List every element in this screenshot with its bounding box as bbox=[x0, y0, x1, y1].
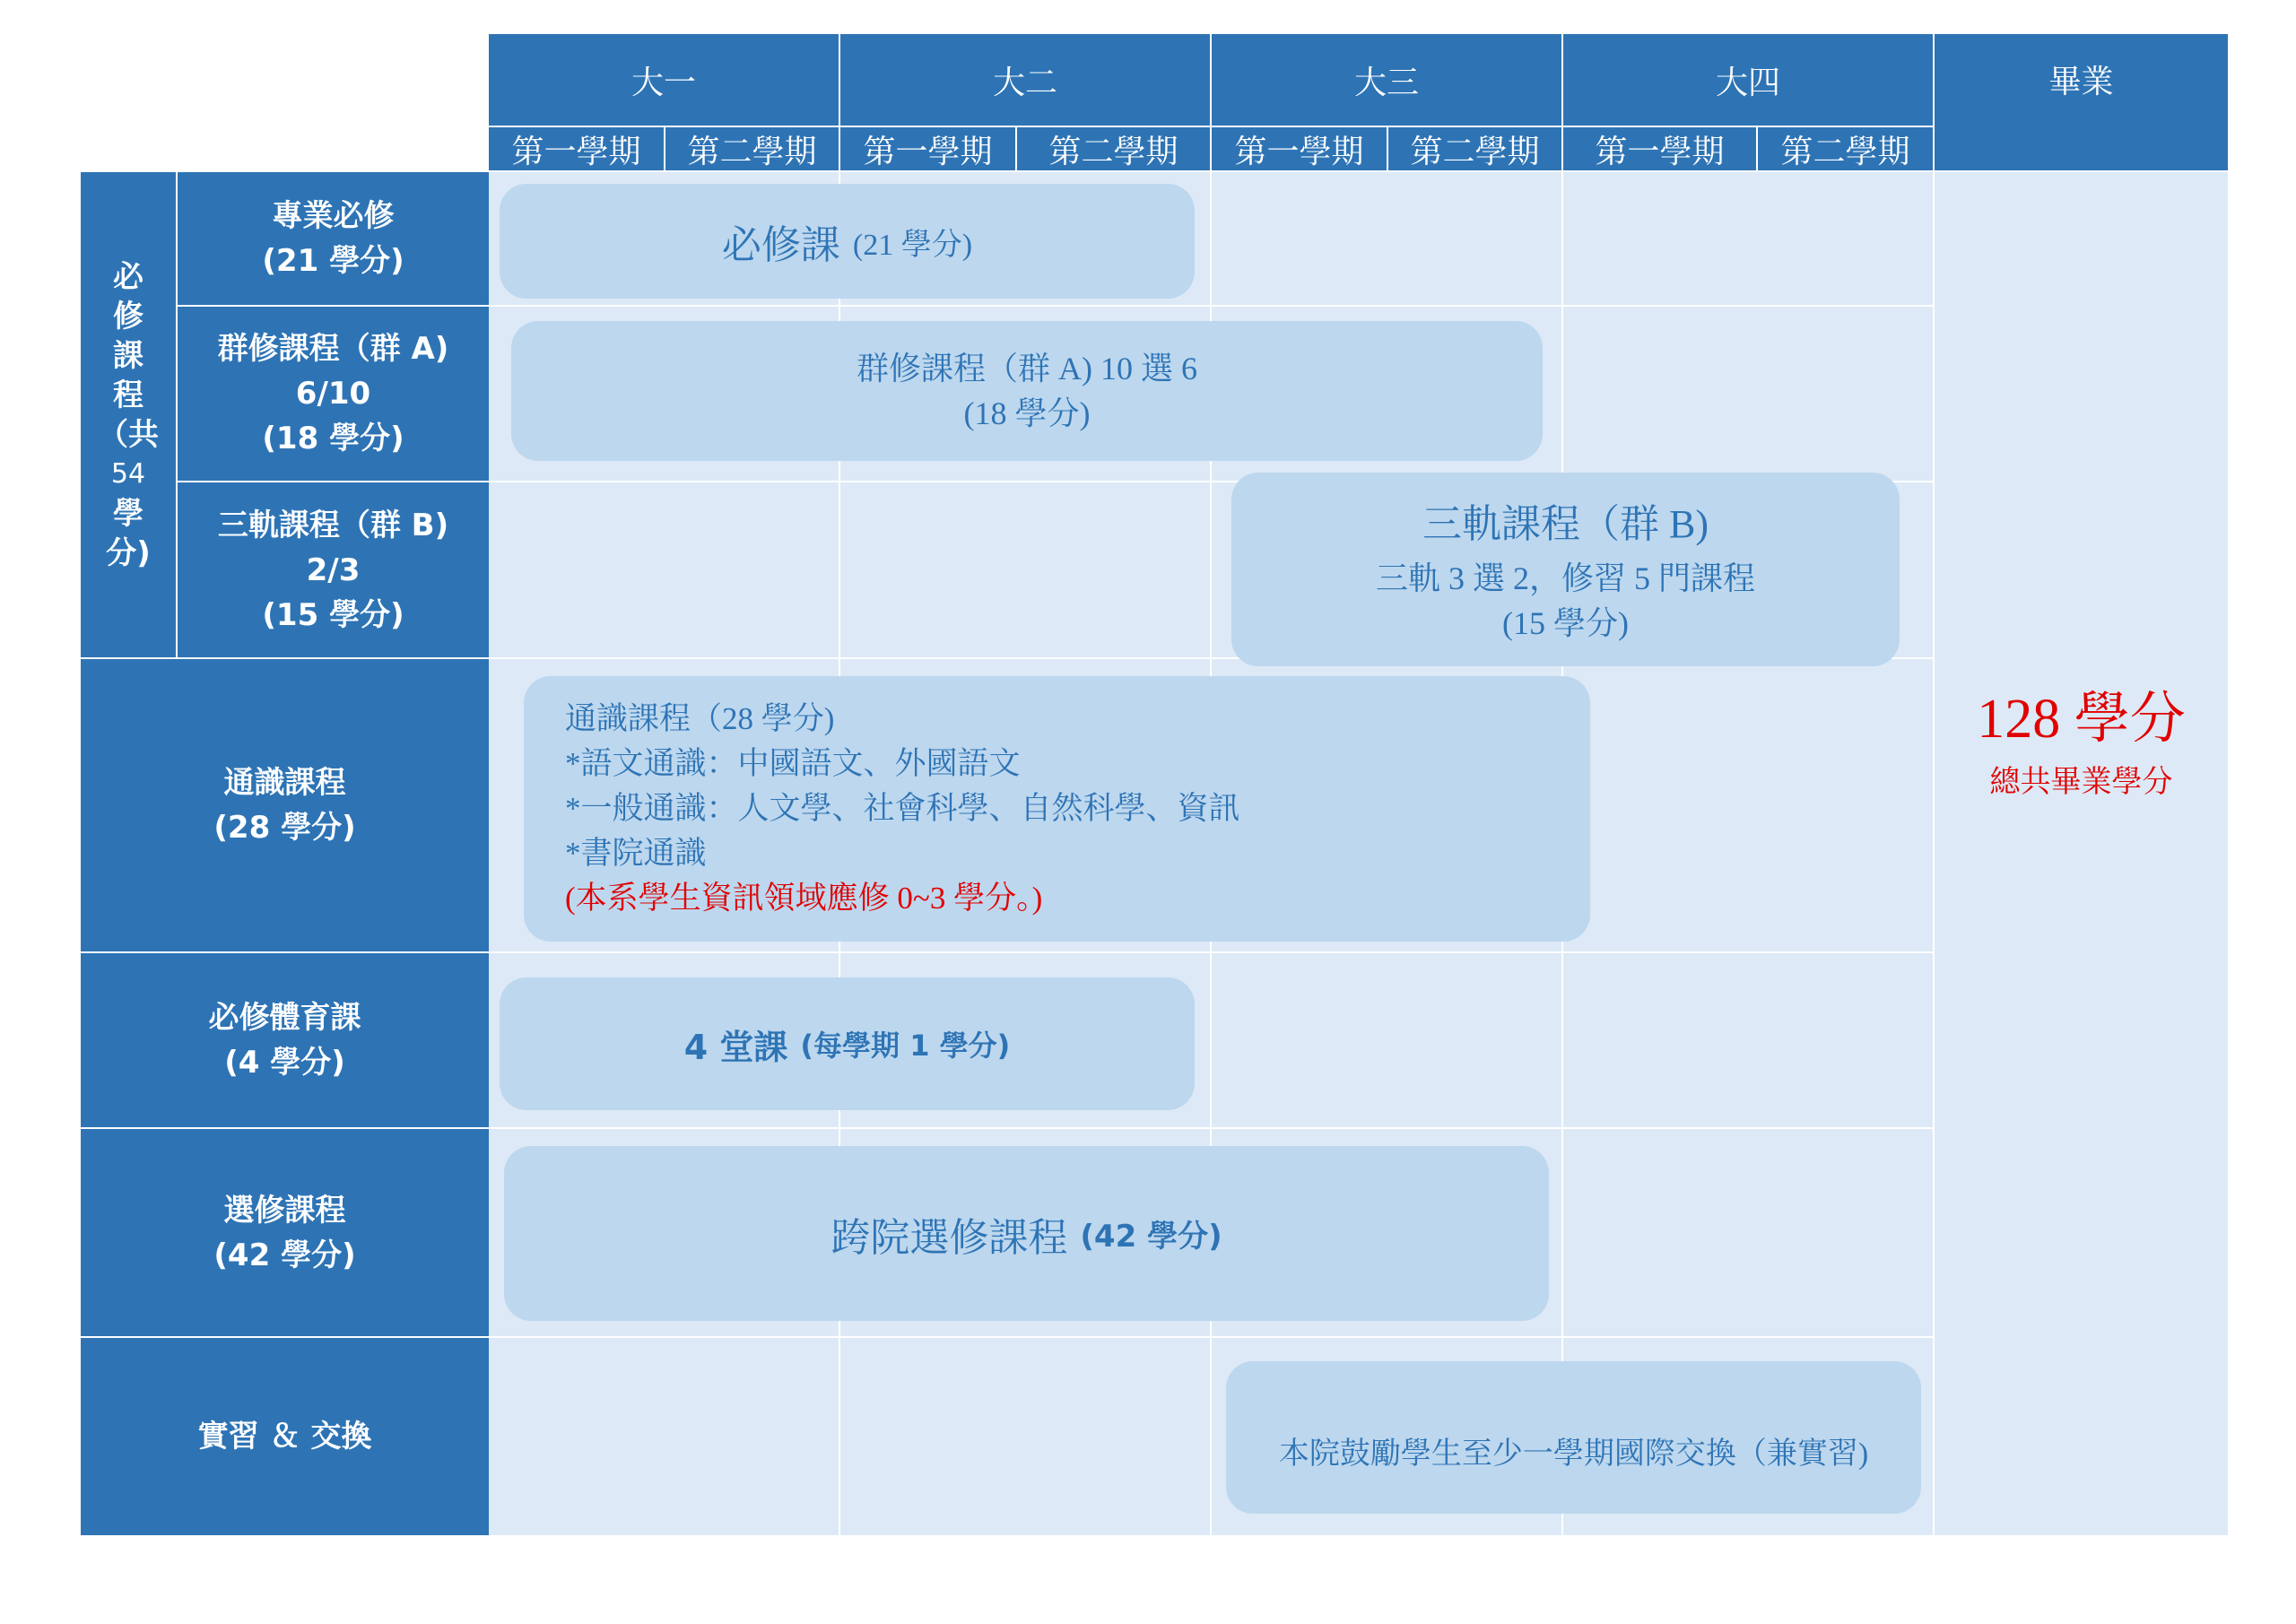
graduation-total bbox=[1935, 664, 2228, 762]
block-line: (18 學分) bbox=[963, 395, 1091, 431]
row-label-title: 群修課程（群 A) bbox=[217, 331, 449, 367]
block-title: 必修課 bbox=[721, 223, 840, 267]
semester-header bbox=[840, 127, 1015, 170]
year-header-2 bbox=[840, 34, 1210, 126]
row-label-credits: (18 學分) bbox=[262, 421, 404, 456]
semester-label: 第二學期 bbox=[1048, 133, 1178, 170]
semester-header bbox=[1017, 127, 1210, 170]
row-label-group-b bbox=[178, 482, 489, 657]
block-elective bbox=[504, 1146, 1549, 1321]
block-pe bbox=[500, 977, 1195, 1110]
row-label-title: 三軌課程（群 B) bbox=[217, 507, 449, 543]
row-label-pe bbox=[81, 953, 489, 1127]
block-general bbox=[524, 676, 1590, 942]
semester-header bbox=[665, 127, 839, 170]
block-intern bbox=[1226, 1361, 1921, 1514]
block-group-b bbox=[1231, 473, 1900, 666]
semester-header bbox=[1212, 127, 1387, 170]
block-line: 本院鼓勵學生至少一學期國際交換（兼實習) bbox=[1278, 1437, 1869, 1471]
grid-line bbox=[489, 951, 1933, 953]
block-credits: (42 學分) bbox=[1080, 1219, 1222, 1255]
group-label-char: 程 bbox=[113, 377, 144, 413]
semester-header bbox=[1758, 127, 1933, 170]
block-required bbox=[500, 184, 1195, 299]
semester-label: 第一學期 bbox=[863, 133, 993, 170]
semester-header bbox=[489, 127, 664, 170]
row-label-intern bbox=[81, 1338, 489, 1535]
grid-line bbox=[489, 1336, 1933, 1338]
group-label-char: 54 bbox=[110, 457, 146, 490]
row-label-credits: (42 學分) bbox=[213, 1237, 356, 1273]
block-line: 三軌 3 選 2，修習 5 門課程 bbox=[1375, 560, 1755, 596]
block-title: 跨院選修課程 bbox=[831, 1215, 1068, 1260]
block-line: *一般通識：人文學、社會科學、自然科學、資訊 bbox=[565, 791, 1240, 826]
row-label-title: 必修體育課 bbox=[208, 1000, 361, 1036]
semester-label: 第一學期 bbox=[1595, 133, 1725, 170]
year-label: 大一 bbox=[631, 64, 696, 101]
row-label-title: 專業必修 bbox=[272, 198, 395, 234]
grid-line bbox=[1933, 172, 1935, 1535]
semester-label: 第二學期 bbox=[1780, 133, 1910, 170]
year-label: 大三 bbox=[1353, 64, 1419, 101]
block-note: (本系學生資訊領域應修 0~3 學分。) bbox=[565, 881, 1043, 916]
row-label-elective bbox=[81, 1129, 489, 1336]
year-label: 大四 bbox=[1715, 64, 1780, 101]
semester-label: 第二學期 bbox=[1410, 133, 1540, 170]
block-group-a bbox=[511, 321, 1543, 461]
graduation-total-caption: 總共畢業學分 bbox=[1989, 765, 2173, 799]
group-label-char: 必 bbox=[113, 258, 144, 295]
year-header-3 bbox=[1212, 34, 1561, 126]
row-label-ratio: 2/3 bbox=[306, 551, 361, 588]
row-label-general bbox=[81, 659, 489, 951]
row-label-credits: (28 學分) bbox=[213, 810, 356, 846]
year-label: 大二 bbox=[992, 64, 1057, 101]
row-label-title: 實習 ＆ 交換 bbox=[197, 1419, 372, 1455]
year-header-4 bbox=[1563, 34, 1933, 126]
group-label-char: 分) bbox=[106, 534, 151, 571]
row-label-ratio: 6/10 bbox=[295, 376, 371, 412]
block-detail: (每學期 1 學分) bbox=[800, 1029, 1011, 1063]
block-line: 通識課程（28 學分) bbox=[565, 701, 835, 736]
year-header-1 bbox=[489, 34, 839, 126]
group-label-char: （共 bbox=[98, 416, 159, 453]
row-label-credits: (4 學分) bbox=[224, 1045, 345, 1081]
row-label-credits: (21 學分) bbox=[262, 243, 404, 279]
block-line: 群修課程（群 A) 10 選 6 bbox=[857, 351, 1197, 386]
row-label-title: 通識課程 bbox=[223, 765, 346, 801]
block-line: *語文通識：中國語文、外國語文 bbox=[565, 746, 1021, 781]
block-line: *書院通識 bbox=[565, 836, 707, 871]
semester-label: 第一學期 bbox=[1234, 133, 1364, 170]
group-label-char: 課 bbox=[113, 337, 144, 374]
graduation-header bbox=[1935, 34, 2228, 170]
semester-label: 第二學期 bbox=[687, 133, 817, 170]
grid-line bbox=[489, 305, 1933, 307]
grid-line bbox=[489, 1127, 1933, 1129]
group-label-char: 修 bbox=[113, 298, 144, 334]
graduation-label: 畢業 bbox=[2048, 63, 2114, 100]
row-label-title: 選修課程 bbox=[223, 1192, 346, 1229]
block-line: (15 學分) bbox=[1502, 605, 1629, 641]
row-label-credits: (15 學分) bbox=[262, 596, 404, 633]
row-label-group-a bbox=[178, 307, 489, 481]
row-label-major-required bbox=[178, 172, 489, 305]
semester-label: 第一學期 bbox=[511, 133, 641, 170]
semester-header bbox=[1388, 127, 1561, 170]
block-title: 三軌課程（群 B) bbox=[1422, 502, 1709, 546]
required-group-label bbox=[81, 172, 176, 657]
semester-header bbox=[1563, 127, 1756, 170]
block-credits: (21 學分) bbox=[852, 228, 973, 262]
group-label-char: 學 bbox=[113, 495, 144, 532]
graduation-total-label bbox=[1935, 753, 2228, 803]
block-title: 4 堂課 bbox=[683, 1027, 788, 1067]
graduation-total-value: 128 學分 bbox=[1977, 688, 2186, 750]
